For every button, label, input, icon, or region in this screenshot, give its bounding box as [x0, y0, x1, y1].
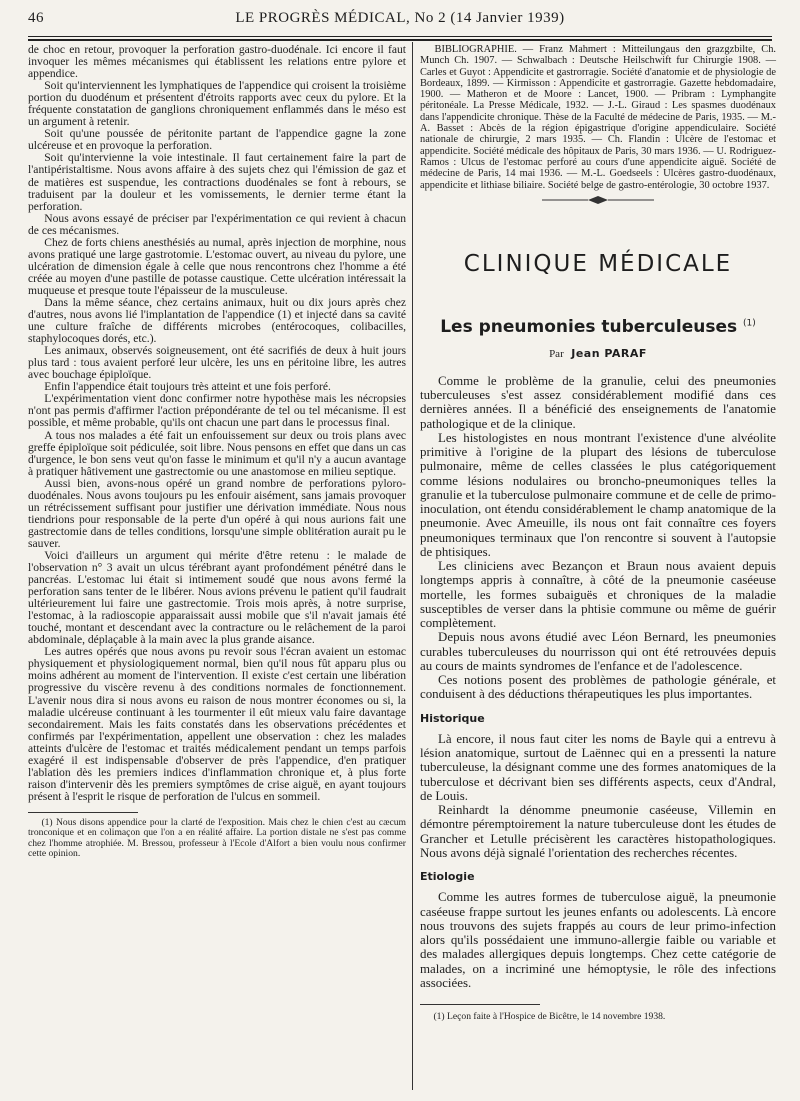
byline-prefix: Par [549, 347, 564, 360]
header-rule-thick [28, 39, 772, 41]
section-title: CLINIQUE MÉDICALE [463, 250, 733, 277]
header-rule [28, 36, 772, 37]
body-paragraph: Soit qu'une poussée de péritonite partant de l'appendice gagne la zone ulcéreuse et en provoque la perforation. [28, 127, 406, 153]
body-paragraph: Comme les autres formes de tuberculose aiguë, la pneumonie caséeuse frappe surtout les jeunes enfants ou adolescents. Là encore nous trouvons des sujets frappés au cours de leur primo-infection alors qu'ils possédaient une immuno-allergie faible ou variable et des malades allergiques depuis longtemps. Chez cette catégorie de malades, on a incriminé une hémoptysie, le rôle des infections associées. [420, 890, 776, 990]
body-paragraph: de choc en retour, provoquer la perforation gastro-duodénale. Ici encore il faut invoquer les mêmes mécanismes qui établissent les relations entre pylore et appendice. [28, 43, 406, 81]
body-paragraph: Chez de forts chiens anesthésiés au numal, après injection de morphine, nous avons pratiqué une large gastrotomie. L'estomac ouvert, au niveau du pylore, une ulcération de dimension égale à celle que nous rencontrons chez l'homme a été créée au moyen d'une pastille de potasse caustique. Cette ulcération intéressait la muqueuse et presque toute l'épaisseur de la musculeuse. [28, 235, 406, 297]
body-paragraph: Reinhardt la dénomme pneumonie caséeuse, Villemin en démontre péremptoirement la nature tuberculeuse dont les études de Grancher et Letulle précisèrent les caractères histopathologiques. Nous avons déjà signalé l'orientation des recherches récentes. [420, 803, 776, 860]
footnote: (1) Leçon faite à l'Hospice de Bicêtre, le 14 novembre 1938. [433, 1011, 666, 1023]
footnote: (1) Nous disons appendice pour la clarté de l'exposition. Mais chez le chien c'est au cæcum tronconique et en colimaçon que l'on a en réalité affaire. La portion distale ne s'est pas comme chez l'homme atrophiée. M. Bressou, professeur à l'Ecole d'Alfort a bien voulu nous confirmer cette opinion. [28, 816, 406, 860]
body-paragraph: Aussi bien, avons-nous opéré un grand nombre de perforations pyloro-duodénales. Nous avons toujours pu les enfouir aisément, sans jamais provoquer un rétrécissement suffisant pour justifier une dérivation immédiate. Nous nous tiendrions pour responsable de la perte d'un opéré à qui nous aurions fait une gastrectomie dans de telles conditions, lorsqu'une simple oblitération aurait pu le sauver. [28, 476, 406, 550]
journal-title: LE PROGRÈS MÉDICAL, No 2 (14 Janvier 1939) [235, 10, 565, 26]
article-body [420, 374, 776, 990]
body-paragraph: Dans la même séance, chez certains animaux, huit ou dix jours après chez d'autres, nous avons lié l'implantation de l'appendice (1) et injecté dans sa cavité une culture fraîche de différents microbes (entérocoques, colibacilles, staphylocoques dorés, etc.). [28, 295, 406, 346]
body-paragraph: Là encore, il nous faut citer les noms de Bayle qui a entrevu à lésion anatomique, surtout de Laënnec qui en a pressenti la nature tuberculeuse, la désignant comme une des formes anatomiques de la tuberculose et décrivant bien ses différents aspects, ceux d'Andral, de Louis. [420, 731, 776, 803]
body-paragraph: Nous avons essayé de préciser par l'expérimentation ce qui revient à chacun de ces mécanismes. [28, 211, 406, 237]
body-paragraph: Les histologistes en nous montrant l'existence d'une alvéolite primitive à l'origine de la plupart des lésions de tuberculose pulmonaire, même de celles classées le plus catégoriquement comme lésions nodulaires ou broncho-pneumoniques telles la granulie et la tuberculose pulmonaire commune et de celle de primo-inoculation, ont étendu considérablement le champ anatomique de la pneumonie. Avec Ameuille, ils nous ont fait connaître ces foyers pneumoniques terminaux que l'on rencontre si souvent à l'autopsie de phtisiques. [420, 430, 776, 559]
byline [420, 347, 776, 360]
author-name: Jean PARAF [571, 346, 647, 360]
body-paragraph: Soit qu'intervienne la voie intestinale. Il faut certainement faire la part de l'antipéristaltisme. Nous avons affaire à des sujets chez qui l'émission de gaz et de matières est suspendue, les contractions duodénales se font à rebours, se traduisent par la douleur et les vomissements, le dernier terme étant la perforation. [28, 151, 406, 213]
body-paragraph: Les cliniciens avec Bezançon et Braun nous avaient depuis longtemps appris à connaître, à côté de la pneumonie caséeuse mortelle, les formes subaiguës et chroniques de la maladie susceptibles de verser dans la phtisie commune ou même de guérir complètement. [420, 559, 776, 631]
right-column [420, 44, 776, 1022]
footnote-rule [28, 812, 138, 813]
body-paragraph: Voici d'ailleurs un argument qui mérite d'être retenu : le malade de l'observation n° 3 avait un ulcus térébrant ayant profondément pénétré dans le pancréas. L'estomac lui était si intimement soudé que nous avons fermé la perforation sans tenter de le libérer. Nous avions prévenu le patient qu'il faudrait ultérieurement lui faire une gastrectomie. Trois mois après, à notre surprise, l'estomac, à la radioscopie apparaissait aussi mobile que s'il n'avait jamais été touché, montant et descendant avec la contracture ou le relâchement de la paroi abdominale, déplaçable à la main avec la plus grande aisance. [28, 548, 406, 647]
article-title [420, 317, 776, 337]
body-paragraph: Depuis nous avons étudié avec Léon Bernard, les pneumonies curables tuberculeuses du nourrisson qui ont été retrouvées depuis au cours de maints syndromes de l'enfance et de l'adolescence. [420, 630, 776, 673]
running-header [28, 10, 772, 34]
body-paragraph: Soit qu'interviennent les lymphatiques de l'appendice qui croisent la troisième portion du duodénum et présentent d'étroits rapports avec ceux du pylore. Et la fréquente constatation de ganglions chroniquement enflammés dans le méso est un argument à retenir. [28, 79, 406, 129]
article-title-text: Les pneumonies tuberculeuses [440, 316, 738, 337]
column-divider [412, 42, 413, 1090]
body-paragraph: Enfin l'appendice était toujours très atteint et une fois perforé. [44, 380, 331, 394]
body-paragraph: Les autres opérés que nous avons pu revoir sous l'écran avaient un estomac physiquement et physiologiquement normal, bien qu'il nous fût apparu plus ou moins adhérent au moment de l'intervention. Il existe c'est certain une libération progressive du viscère revenu à des conditions normales de fonctionnement. L'avenir nous dira si nous avons eu raison de nous montrer économes ou si, la maladie ulcéreuse continuant à les tourmenter il eût mieux valu faire davantage secondairement. Mais les faits constatés dans les observations précédentes et confirmés par l'expérimentation, appellent une observation : chez les malades atteints d'ulcère de l'estomac et traités médicalement pendant un temps parfois exagéré il est indispensable d'observer de près l'appendice, d'en pratiquer l'ablation dès les premiers indices d'inflammation chronique et, à plus forte raison d'intervenir dès les premiers symptômes de crise aiguë, en ayant toujours présent à l'esprit le risque de perforation de l'ulcus en sommeil. [28, 645, 406, 803]
subheading-historique: Historique [420, 711, 485, 725]
page-number: 46 [28, 10, 44, 26]
footnote-rule [420, 1004, 540, 1005]
body-paragraph: Les animaux, observés soigneusement, ont été sacrifiés de deux à huit jours plus tard : tous avaient perforé leur ulcère, les uns en péritoine libre, les autres avec bouchage épiploïque. [28, 344, 406, 382]
article-note-ref: (1) [743, 318, 756, 329]
body-paragraph: Ces notions posent des problèmes de pathologie générale, et conduisent à des déductions thérapeutiques les plus importantes. [420, 673, 776, 702]
subheading-etiologie: Etiologie [420, 870, 475, 884]
left-column [28, 44, 406, 860]
body-paragraph: Comme le problème de la granulie, celui des pneumonies tuberculeuses s'est assez considérablement modifié dans ces dernières années. Il a bénéficié des enseignements de l'anatomie pathologique et de la clinique. [420, 373, 776, 431]
body-paragraph: A tous nos malades a été fait un enfouissement sur deux ou trois plans avec greffe épiploïque soit pédiculée, soit libre. Nous pensons en effet que dans un cas d'urgence, le bon sens veut qu'on fasse le minimum et qu'il n'y a aucun avantage à pratiquer hâtivement une gastrectomie ou une anastomose en milieu septique. [28, 428, 406, 478]
bibliography: BIBLIOGRAPHIE. — Franz Mahmert : Mitteilungaus den grazgzbilte, Ch. Munch Ch. 1907. — Schwalbach : Deutsche Heilschwift fur Chirurgie 1908. — Carles et Guyot : Appendicite et gastrorragie. Société d'anatomie et de physiologie de Bordeaux, 1899. — Kirmisson : Appendicite et gastrorragie. Gazette hebdomadaire, 1900. — Matheron et de Moore : Lancet, 1900. — Pribram : Lymphangite péritonéale. La Presse Médicale, 1932. — J.-L. Giraud : Les spasmes duodénaux dans l'appendicite chronique. Thèse de la Faculté de médecine de Paris, 1935. — M.-A. Basset : Abcès de la région épigastrique d'origine appendiculaire. Société nationale de chirurgie, 2 mars 1935. — Ch. Flandin : Ulcère de l'estomac et appendicite. Société médicale des hôpitaux de Paris, 30 mars 1936. — U. Rodriguez-Ramos : Ulcus de l'estomac perforé au cours d'une appendicite aiguë. Société de médecine de Paris, 14 mai 1936. — M.-L. Goedseels : Ulcères gastro-duodénaux, appendicite et lithiase biliaire. Société belge de gastro-entérologie, 30 octobre 1937. [420, 44, 776, 191]
body-paragraph: L'expérimentation vient donc confirmer notre hypothèse mais les nécropsies n'ont pas permis d'affirmer l'action prépondérante de tel ou tel mécanisme. Il est possible, et même probable, qu'ils ont chacun une part dans le processus final. [28, 392, 406, 430]
ornament-divider-icon [538, 195, 658, 205]
